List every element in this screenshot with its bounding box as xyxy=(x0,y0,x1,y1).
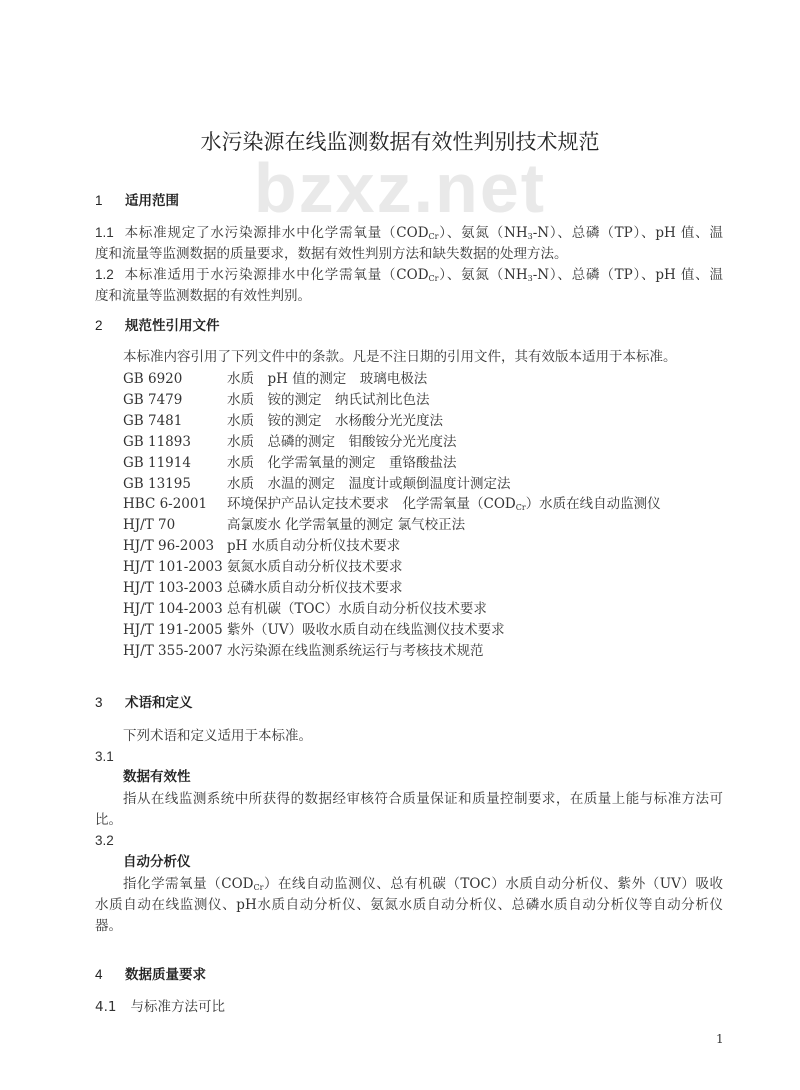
reference-code: GB 11893 xyxy=(123,433,191,450)
term-3-1-number: 3.1 xyxy=(95,749,114,764)
section-title: 适用范围 xyxy=(125,193,179,209)
reference-code: GB 7479 xyxy=(123,391,183,408)
clause-4-1 xyxy=(95,997,225,1017)
term-3-1-title: 数据有效性 xyxy=(123,769,191,785)
reference-title: pH 水质自动分析仪技术要求 xyxy=(227,538,401,555)
term-3-2-number: 3.2 xyxy=(95,833,114,848)
text: ）在线自动监测仪、总有机碳（TOC）水质自动分析仪、紫外（UV）吸收 xyxy=(263,876,723,892)
clause-1-1-line2: 度和流量等监测数据的质量要求，数据有效性判别方法和缺失数据的处理方法。 xyxy=(95,246,568,262)
clause-number: 1.2 xyxy=(95,267,114,282)
reference-item xyxy=(123,536,400,556)
section-title: 规范性引用文件 xyxy=(125,318,220,334)
subscript: 3 xyxy=(527,274,533,283)
reference-title: 高氯废水 化学需氧量的测定 氯气校正法 xyxy=(227,517,466,534)
section-3-intro: 下列术语和定义适用于本标准。 xyxy=(123,728,312,744)
text: 本标准适用于水污染源排水中化学需氧量（COD xyxy=(123,267,429,283)
reference-title: 水质 铵的测定 纳氏试剂比色法 xyxy=(227,391,430,408)
reference-code: HJ/T 103-2003 xyxy=(123,580,223,596)
clause-title: 与标准方法可比 xyxy=(130,999,225,1015)
subscript: Cr xyxy=(515,503,526,513)
text: 指化学需氧量（COD xyxy=(123,876,254,892)
section-3-heading xyxy=(95,693,193,713)
reference-title: 氨氮水质自动分析仪技术要求 xyxy=(227,559,403,576)
text: ）、氨氮（NH xyxy=(438,267,528,283)
reference-title: 总有机碳（TOC）水质自动分析仪技术要求 xyxy=(227,600,487,617)
section-number: 2 xyxy=(95,318,103,333)
document-title: 水污染源在线监测数据有效性判别技术规范 xyxy=(200,130,600,154)
reference-item xyxy=(123,494,661,514)
term-3-2-definition-line1 xyxy=(123,874,723,894)
reference-item xyxy=(123,557,403,577)
clause-number: 1.1 xyxy=(95,225,114,240)
section-title: 数据质量要求 xyxy=(125,967,206,983)
watermark: bzxz.net xyxy=(253,149,547,227)
reference-title: 水质 水温的测定 温度计或颠倒温度计测定法 xyxy=(227,475,511,492)
reference-code: HJ/T 101-2003 xyxy=(123,559,223,576)
reference-item xyxy=(123,474,511,494)
reference-title: 水质 化学需氧量的测定 重铬酸盐法 xyxy=(227,454,457,471)
reference-code: HJ/T 355-2007 xyxy=(123,642,223,659)
clause-1-1-line1 xyxy=(95,223,723,243)
reference-item xyxy=(123,453,457,473)
reference-code: GB 13195 xyxy=(123,475,191,492)
text: ）、氨氮（NH xyxy=(438,225,528,241)
section-4-heading xyxy=(95,965,206,985)
section-number: 4 xyxy=(95,967,103,982)
term-3-2-definition-line3: 器。 xyxy=(95,918,122,934)
section-number: 3 xyxy=(95,695,103,710)
reference-code: HJ/T 191-2005 xyxy=(123,621,223,638)
text: -N）、总磷（TP）、pH 值、温 xyxy=(532,225,723,241)
reference-code: HBC 6-2001 xyxy=(123,496,208,513)
term-3-2-title: 自动分析仪 xyxy=(123,854,191,870)
clause-1-2-line2: 度和流量等监测数据的有效性判别。 xyxy=(95,288,311,304)
section-title: 术语和定义 xyxy=(125,695,193,711)
subscript: Cr xyxy=(428,232,439,241)
reference-title: 紫外（UV）吸收水质自动在线监测仪技术要求 xyxy=(227,621,505,638)
reference-item xyxy=(123,515,465,535)
reference-item xyxy=(123,599,487,619)
reference-title: 水质 总磷的测定 钼酸铵分光光度法 xyxy=(227,433,457,450)
section-2-heading xyxy=(95,316,220,336)
reference-item xyxy=(123,369,427,389)
term-3-1-definition-line1: 指从在线监测系统中所获得的数据经审核符合质量保证和质量控制要求，在质量上能与标准方法可 xyxy=(123,791,723,807)
text: 本标准规定了水污染源排水中化学需氧量（COD xyxy=(123,225,429,241)
reference-code: GB 7481 xyxy=(123,412,183,429)
term-3-2-definition-line2: 水质自动在线监测仪、pH水质自动分析仪、氨氮水质自动分析仪、总磷水质自动分析仪等自动分析仪 xyxy=(95,897,723,913)
reference-item xyxy=(123,641,484,661)
reference-title: 水污染源在线监测系统运行与考核技术规范 xyxy=(227,642,484,659)
reference-title-tail: ）水质在线自动监测仪 xyxy=(525,496,661,513)
reference-title: 总磷水质自动分析仪技术要求 xyxy=(227,580,403,596)
subscript: Cr xyxy=(253,883,264,892)
page-number: 1 xyxy=(716,1032,724,1046)
reference-item xyxy=(123,390,430,410)
reference-code: HJ/T 70 xyxy=(123,517,176,534)
section-1-heading xyxy=(95,191,179,211)
reference-title: 环境保护产品认定技术要求 化学需氧量（COD xyxy=(227,496,516,513)
term-3-1-definition-line2: 比。 xyxy=(95,812,122,828)
reference-item xyxy=(123,620,505,640)
subscript: 3 xyxy=(527,232,533,241)
reference-code: GB 6920 xyxy=(123,371,183,387)
reference-title: 水质 铵的测定 水杨酸分光光度法 xyxy=(227,412,443,429)
section-2-intro: 本标准内容引用了下列文件中的条款。凡是不注日期的引用文件，其有效版本适用于本标准。 xyxy=(123,349,677,365)
reference-code: HJ/T 104-2003 xyxy=(123,600,223,617)
reference-item xyxy=(123,411,443,431)
reference-code: GB 11914 xyxy=(123,454,191,471)
subscript: Cr xyxy=(428,274,439,283)
text: -N）、总磷（TP）、pH 值、温 xyxy=(532,267,723,283)
section-number: 1 xyxy=(95,193,103,208)
clause-1-2-line1 xyxy=(95,265,723,285)
reference-title: 水质 pH 值的测定 玻璃电极法 xyxy=(227,371,428,387)
reference-code: HJ/T 96-2003 xyxy=(123,538,215,555)
clause-number: 4.1 xyxy=(95,999,117,1015)
reference-item xyxy=(123,432,457,452)
reference-item xyxy=(123,578,403,598)
